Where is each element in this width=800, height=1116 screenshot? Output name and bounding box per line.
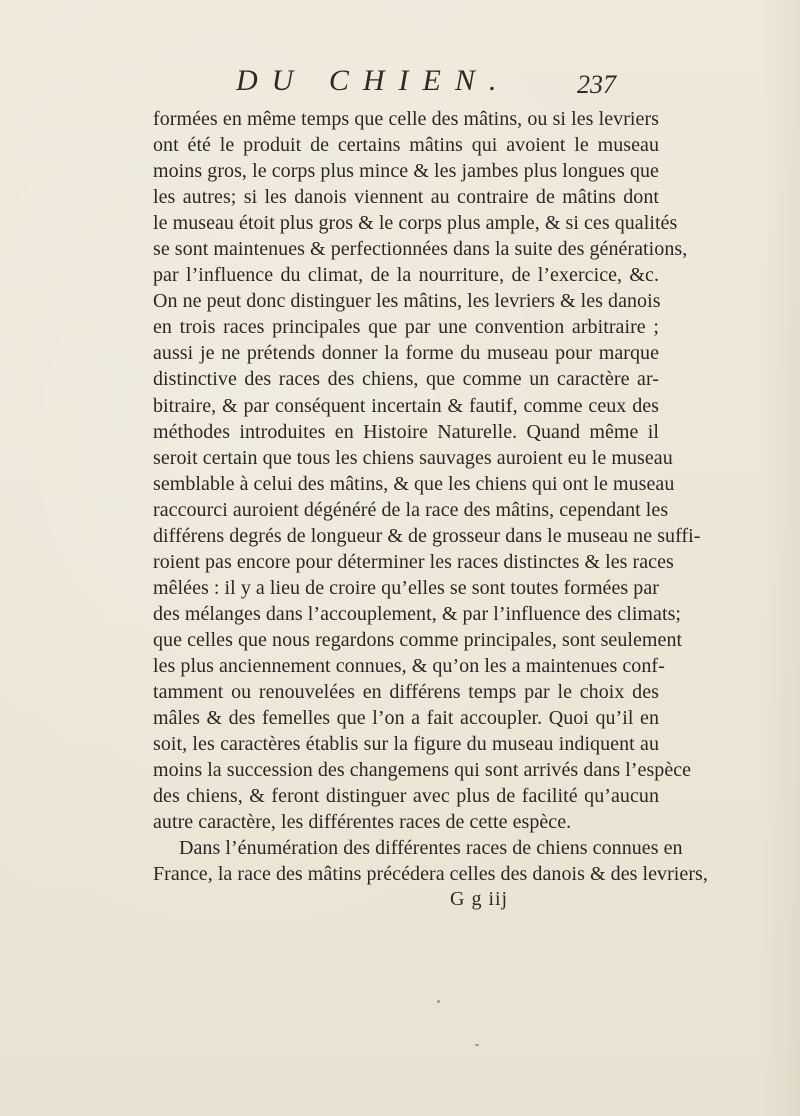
text-line: aussi je ne prétends donner la forme du museau pour marque xyxy=(153,342,659,365)
signature-mark: G g iij xyxy=(450,888,509,910)
text-line: Dans l’énumération des différentes races de chiens connues en xyxy=(179,837,683,860)
text-line: semblable à celui des mâtins, & que les chiens qui ont le museau xyxy=(153,472,675,495)
text-line: moins la succession des changemens qui sont arrivés dans l’espèce xyxy=(153,759,692,782)
text-line: moins gros, le corps plus mince & les jambes plus longues que xyxy=(153,160,659,183)
text-line: ont été le produit de certains mâtins qui avoient le museau xyxy=(153,134,659,157)
text-line: le museau étoit plus gros & le corps plus ample, & si ces qualités xyxy=(153,212,678,235)
text-line: seroit certain que tous les chiens sauvages auroient eu le museau xyxy=(153,446,673,469)
text-line: par l’influence du climat, de la nourriture, de l’exercice, &c. xyxy=(153,264,659,287)
text-line: roient pas encore pour déterminer les races distinctes & les races xyxy=(153,550,674,573)
page-edge-shadow xyxy=(760,0,800,1116)
running-title: DU CHIEN. xyxy=(236,64,511,97)
body-text xyxy=(153,106,708,887)
text-line: des chiens, & feront distinguer avec plus de facilité qu’aucun xyxy=(153,785,659,808)
page-header xyxy=(236,60,616,104)
text-line: tamment ou renouvelées en différens temps par le choix des xyxy=(153,681,659,704)
paper-speck xyxy=(184,428,186,430)
text-line: que celles que nous regardons comme principales, sont seulement xyxy=(153,628,683,651)
text-line: On ne peut donc distinguer les mâtins, les levriers & les danois xyxy=(153,290,661,313)
text-line: mâles & des femelles que l’on a fait accoupler. Quoi qu’il en xyxy=(153,707,659,730)
paper-speck xyxy=(437,1000,440,1003)
text-line: autre caractère, les différentes races de cette espèce. xyxy=(153,811,572,834)
text-line: les autres; si les danois viennent au contraire de mâtins dont xyxy=(153,186,659,209)
text-line: des mélanges dans l’accouplement, & par l’influence des climats; xyxy=(153,602,682,625)
text-line: se sont maintenues & perfectionnées dans la suite des générations, xyxy=(153,238,688,261)
text-line: formées en même temps que celle des mâtins, ou si les levriers xyxy=(153,108,659,130)
text-line: en trois races principales que par une convention arbitraire ; xyxy=(153,316,659,339)
text-line: France, la race des mâtins précédera celles des danois & des levriers, xyxy=(153,863,708,886)
page-number: 237 xyxy=(577,70,616,99)
text-line: mêlées : il y a lieu de croire qu’elles se sont toutes formées par xyxy=(153,576,659,599)
text-line: méthodes introduites en Histoire Naturelle. Quand même il xyxy=(153,420,659,443)
text-line: soit, les caractères établis sur la figure du museau indiquent au xyxy=(153,733,659,756)
paper-speck xyxy=(475,1044,479,1046)
text-line: bitraire, & par conséquent incertain & fautif, comme ceux des xyxy=(153,394,659,417)
text-line: raccourci auroient dégénéré de la race des mâtins, cependant les xyxy=(153,498,669,521)
text-line: les plus anciennement connues, & qu’on les a maintenues conf- xyxy=(153,654,665,677)
text-line: distinctive des races des chiens, que comme un caractère ar- xyxy=(153,368,659,391)
text-line: différens degrés de longueur & de grosseur dans le museau ne suffi- xyxy=(153,524,701,547)
